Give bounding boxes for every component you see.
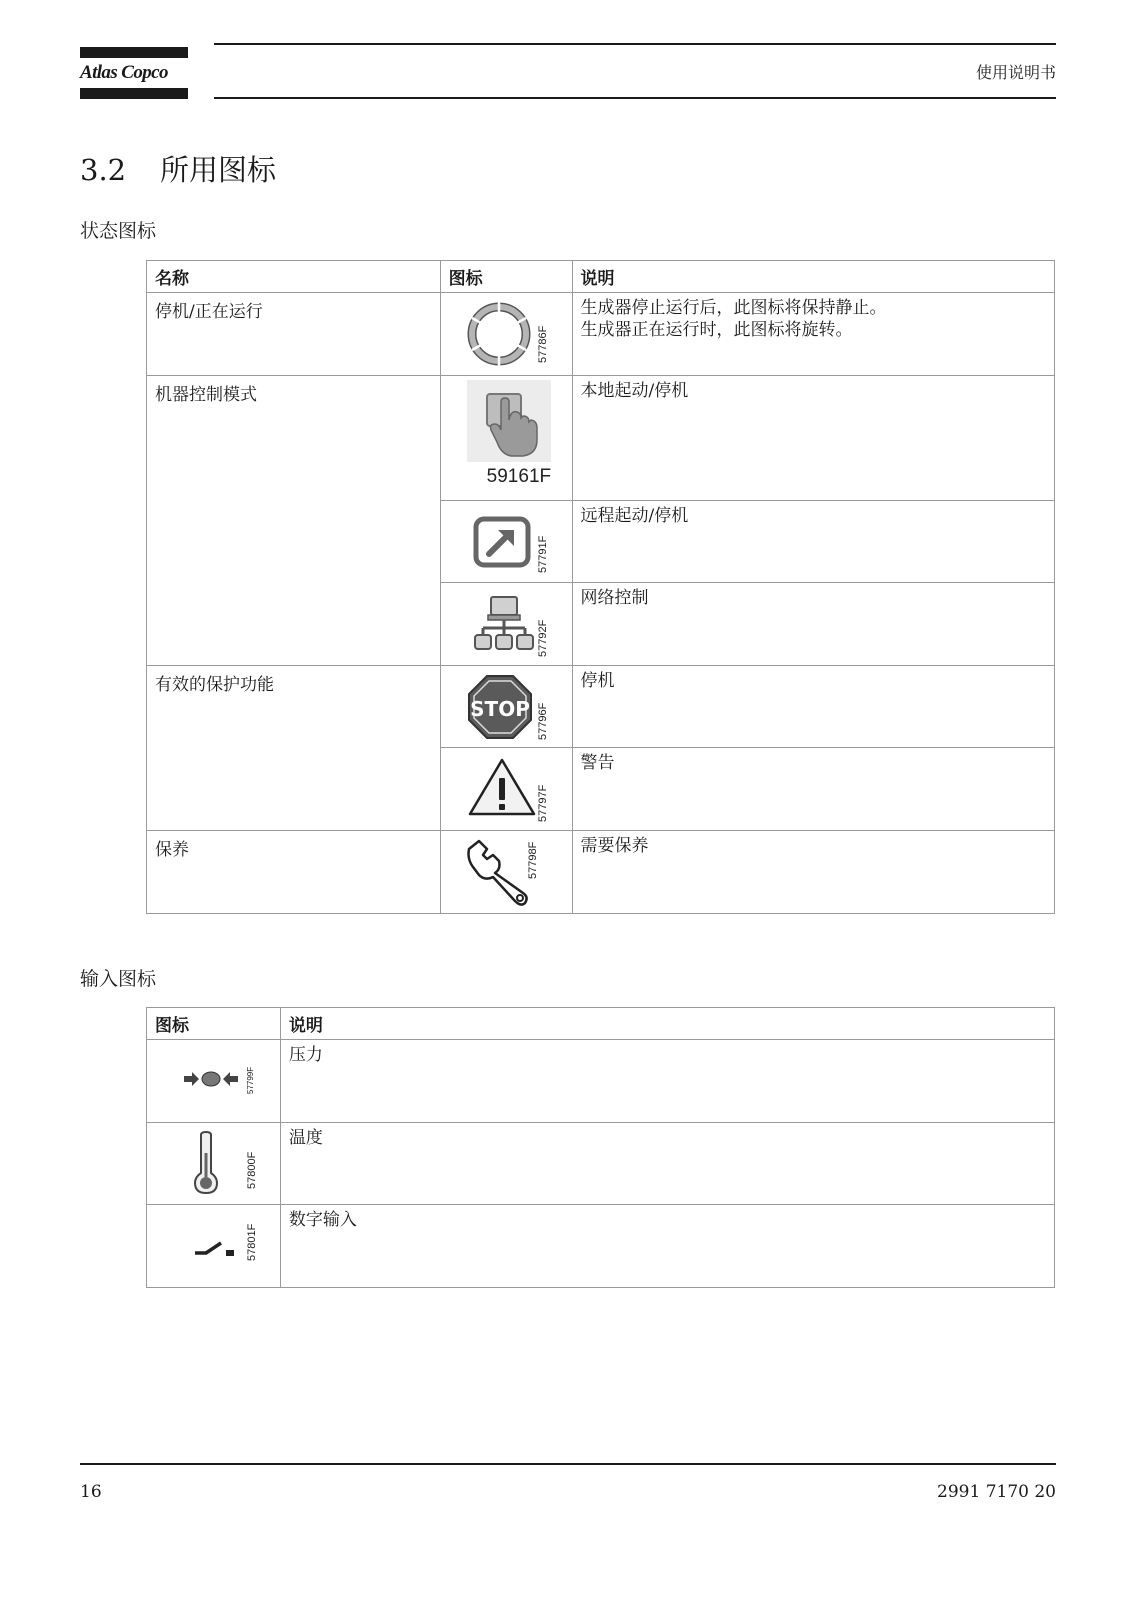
icon-code: 57800F: [246, 1151, 258, 1189]
description-line: 本地起动/停机: [580, 381, 689, 401]
header-rule-bottom: [214, 97, 1056, 99]
column-header-icon: 图标: [147, 1008, 281, 1040]
row-description: [572, 376, 1054, 501]
logo-bar-top: [80, 47, 188, 58]
table-row: [147, 831, 1055, 914]
atlas-copco-logo: [80, 47, 188, 99]
document-type: 使用说明书: [975, 63, 1056, 82]
row-icon-cell: [440, 831, 572, 914]
description-line: 生成器正在运行时，此图标将旋转。: [580, 320, 853, 340]
icon-code: 57786F: [536, 325, 549, 363]
description-line: 网络控制: [580, 588, 649, 608]
table-row: [147, 666, 1055, 748]
table-row: [147, 376, 1055, 501]
description-line: 远程起动/停机: [580, 506, 689, 526]
status-icons-heading: 状态图标: [80, 220, 157, 242]
icon-code: 57799F: [246, 1066, 255, 1094]
table-row: [147, 1205, 1055, 1288]
table-row: [147, 1123, 1055, 1205]
icon-code: 57796F: [536, 702, 549, 740]
local-start-hand-icon: [467, 380, 551, 462]
column-header-icon: 图标: [440, 261, 572, 293]
description-line: 生成器停止运行后，此图标将保持静止。: [580, 298, 887, 318]
row-name: 机器控制模式: [147, 376, 441, 666]
description-line: 停机: [580, 671, 615, 691]
icon-code: 57792F: [536, 619, 549, 657]
icon-code: 57797F: [536, 784, 549, 822]
remote-arrow-icon: [473, 516, 531, 568]
column-header-description: 说明: [280, 1008, 1054, 1040]
row-description: [572, 293, 1054, 376]
column-header-description: 说明: [572, 261, 1054, 293]
network-icon: [473, 595, 535, 653]
row-icon-cell: [440, 583, 572, 666]
icon-code: 57791F: [536, 535, 549, 573]
description-line: 警告: [580, 753, 615, 773]
row-description: [572, 748, 1054, 831]
page-number: 16: [80, 1482, 102, 1502]
footer-rule: [80, 1463, 1056, 1465]
row-icon-cell: [147, 1040, 281, 1123]
input-icons-table: [146, 1007, 1055, 1288]
section-title: [80, 148, 276, 189]
row-description: [572, 666, 1054, 748]
row-description: 温度: [280, 1123, 1054, 1205]
row-icon-cell: [440, 748, 572, 831]
icon-code: 57801F: [246, 1223, 258, 1261]
row-description: 数字输入: [280, 1205, 1054, 1288]
warning-triangle-icon: [467, 757, 537, 817]
document-number: 2991 7170 20: [937, 1482, 1056, 1502]
input-icons-heading: 输入图标: [80, 968, 157, 990]
status-icons-table: [146, 260, 1055, 914]
digital-switch-icon: [193, 1235, 237, 1257]
table-row: [147, 293, 1055, 376]
row-description: [572, 501, 1054, 583]
pressure-icon: [183, 1070, 239, 1088]
table-header-row: [147, 1008, 1055, 1040]
table-row: [147, 1040, 1055, 1123]
row-icon-cell: [440, 501, 572, 583]
row-description: [572, 583, 1054, 666]
row-description: [572, 831, 1054, 914]
icon-code: 59161F: [486, 466, 552, 487]
icon-code: 57798F: [526, 841, 539, 879]
logo-bar-bottom: [80, 88, 188, 99]
stop-sign-text: STOP: [469, 697, 530, 721]
row-icon-cell: [440, 666, 572, 748]
row-icon-cell: [440, 293, 572, 376]
row-icon-cell: [440, 376, 572, 501]
row-icon-cell: [147, 1205, 281, 1288]
logo-wordmark: Atlas Copco: [80, 62, 168, 83]
row-description: 压力: [280, 1040, 1054, 1123]
row-name: 停机/正在运行: [147, 293, 441, 376]
section-number: 3.2: [80, 153, 127, 187]
stop-run-ring-icon: [467, 302, 531, 366]
description-line: 需要保养: [580, 836, 649, 856]
table-header-row: [147, 261, 1055, 293]
thermometer-icon: [193, 1131, 219, 1195]
row-icon-cell: [147, 1123, 281, 1205]
stop-sign-icon: [467, 674, 533, 740]
column-header-name: 名称: [147, 261, 441, 293]
wrench-icon: [465, 837, 537, 907]
header-rule-top: [214, 43, 1056, 45]
section-title-text: 所用图标: [160, 153, 277, 187]
row-name: 保养: [147, 831, 441, 914]
row-name: 有效的保护功能: [147, 666, 441, 831]
